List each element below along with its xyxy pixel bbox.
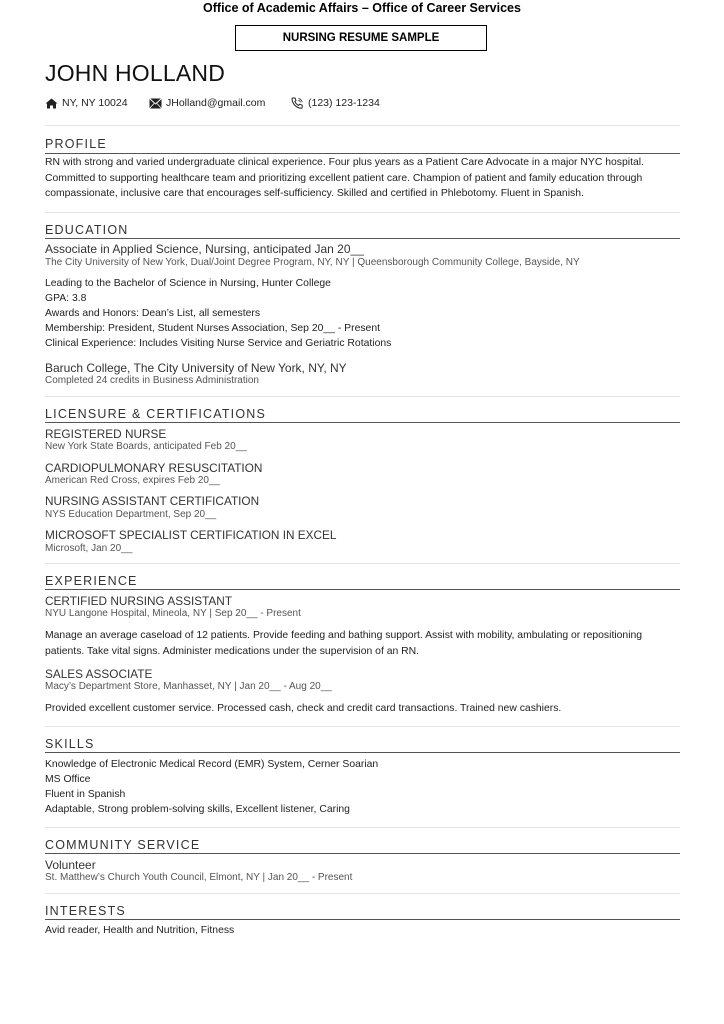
volunteer-role: Volunteer: [45, 858, 96, 872]
licensure-title: LICENSURE & CERTIFICATIONS: [45, 407, 267, 421]
job-description: Manage an average caseload of 12 patients. Provide feeding and bathing support. Assist with mobility, ambulating or repositioning patients. Take vital signs. Administer medications under the supervision of an RN.: [45, 630, 643, 657]
cert-name: CARDIOPULMONARY RESUSCITATION: [45, 461, 263, 475]
experience-rule: [45, 589, 680, 590]
education-rule: [45, 238, 680, 239]
interests-text: Avid reader, Health and Nutrition, Fitness: [45, 925, 235, 936]
profile-title: PROFILE: [45, 137, 107, 151]
divider: [45, 563, 680, 564]
cert-name: REGISTERED NURSE: [45, 427, 167, 441]
email-link[interactable]: JHolland@gmail.com: [166, 97, 266, 109]
licensure-rule: [45, 422, 680, 423]
job-title: SALES ASSOCIATE: [45, 667, 153, 681]
skills-rule: [45, 752, 680, 753]
education-title: EDUCATION: [45, 223, 129, 237]
contact-location: [45, 97, 128, 109]
college-heading: Baruch College, The City University of New York, NY, NY: [45, 361, 347, 375]
location-text: NY, NY 10024: [62, 97, 128, 109]
degree-heading: Associate in Applied Science, Nursing, anticipated Jan 20__: [45, 242, 364, 256]
job-org: NYU Langone Hospital, Mineola, NY | Sep 20__ - Present: [45, 608, 301, 619]
phone-text: (123) 123-1234: [308, 97, 380, 109]
cert-detail: New York State Boards, anticipated Feb 20__: [45, 441, 247, 452]
envelope-icon: [149, 98, 162, 109]
degree-details: [45, 276, 680, 351]
phone-icon: [291, 97, 304, 109]
divider: [45, 893, 680, 894]
home-icon: [45, 98, 58, 109]
detail-line: Leading to the Bachelor of Science in Nursing, Hunter College: [45, 278, 331, 289]
profile-text: RN with strong and varied undergraduate clinical experience. Four plus years as a Patient Care Advocate in a major NYC hospital. Committed to supporting healthcare team and prioritizing excellent patient care. Champion of patient and family education through compassionate, inclusive care that encourages self-sufficiency. Skilled and certified in Phlebotomy. Fluent in Spanish.: [45, 157, 644, 199]
detail-line: Clinical Experience: Includes Visiting Nurse Service and Geriatric Rotations: [45, 338, 392, 349]
detail-line: GPA: 3.8: [45, 293, 87, 304]
divider: [45, 212, 680, 213]
interests-rule: [45, 919, 680, 920]
job-org: Macy’s Department Store, Manhasset, NY | Jan 20__ - Aug 20__: [45, 681, 332, 692]
sample-label-box: NURSING RESUME SAMPLE: [235, 25, 487, 51]
job-description: Provided excellent customer service. Processed cash, check and credit card transactions. Trained new cashiers.: [45, 703, 562, 714]
divider: [45, 396, 680, 397]
office-header: Office of Academic Affairs – Office of Career Services: [203, 1, 521, 15]
divider: [45, 827, 680, 828]
skill-item: MS Office: [45, 774, 91, 785]
volunteer-org: St. Matthew’s Church Youth Council, Elmont, NY | Jan 20__ - Present: [45, 872, 353, 883]
interests-title: INTERESTS: [45, 904, 126, 918]
degree-school: The City University of New York, Dual/Joint Degree Program, NY, NY | Queensborough Community College, Bayside, NY: [45, 257, 580, 268]
community-title: COMMUNITY SERVICE: [45, 838, 201, 852]
skill-item: Fluent in Spanish: [45, 789, 126, 800]
divider: [45, 726, 680, 727]
job-title: CERTIFIED NURSING ASSISTANT: [45, 594, 233, 608]
contact-email: [149, 97, 265, 109]
cert-name: NURSING ASSISTANT CERTIFICATION: [45, 494, 260, 508]
college-detail: Completed 24 credits in Business Administration: [45, 375, 259, 386]
cert-detail: Microsoft, Jan 20__: [45, 543, 133, 554]
detail-line: Membership: President, Student Nurses Association, Sep 20__ - Present: [45, 323, 380, 334]
skills-title: SKILLS: [45, 737, 95, 751]
community-rule: [45, 853, 680, 854]
profile-rule: [45, 153, 680, 154]
contact-phone: [291, 97, 380, 109]
cert-detail: NYS Education Department, Sep 20__: [45, 509, 217, 520]
experience-title: EXPERIENCE: [45, 574, 138, 588]
divider: [45, 125, 680, 126]
skill-item: Knowledge of Electronic Medical Record (EMR) System, Cerner Soarian: [45, 759, 379, 770]
cert-name: MICROSOFT SPECIALIST CERTIFICATION IN EXCEL: [45, 528, 337, 542]
cert-detail: American Red Cross, expires Feb 20__: [45, 475, 221, 486]
skills-list: [45, 757, 680, 817]
candidate-name: JOHN HOLLAND: [45, 60, 226, 86]
detail-line: Awards and Honors: Dean’s List, all semesters: [45, 308, 261, 319]
skill-item: Adaptable, Strong problem-solving skills, Excellent listener, Caring: [45, 804, 350, 815]
